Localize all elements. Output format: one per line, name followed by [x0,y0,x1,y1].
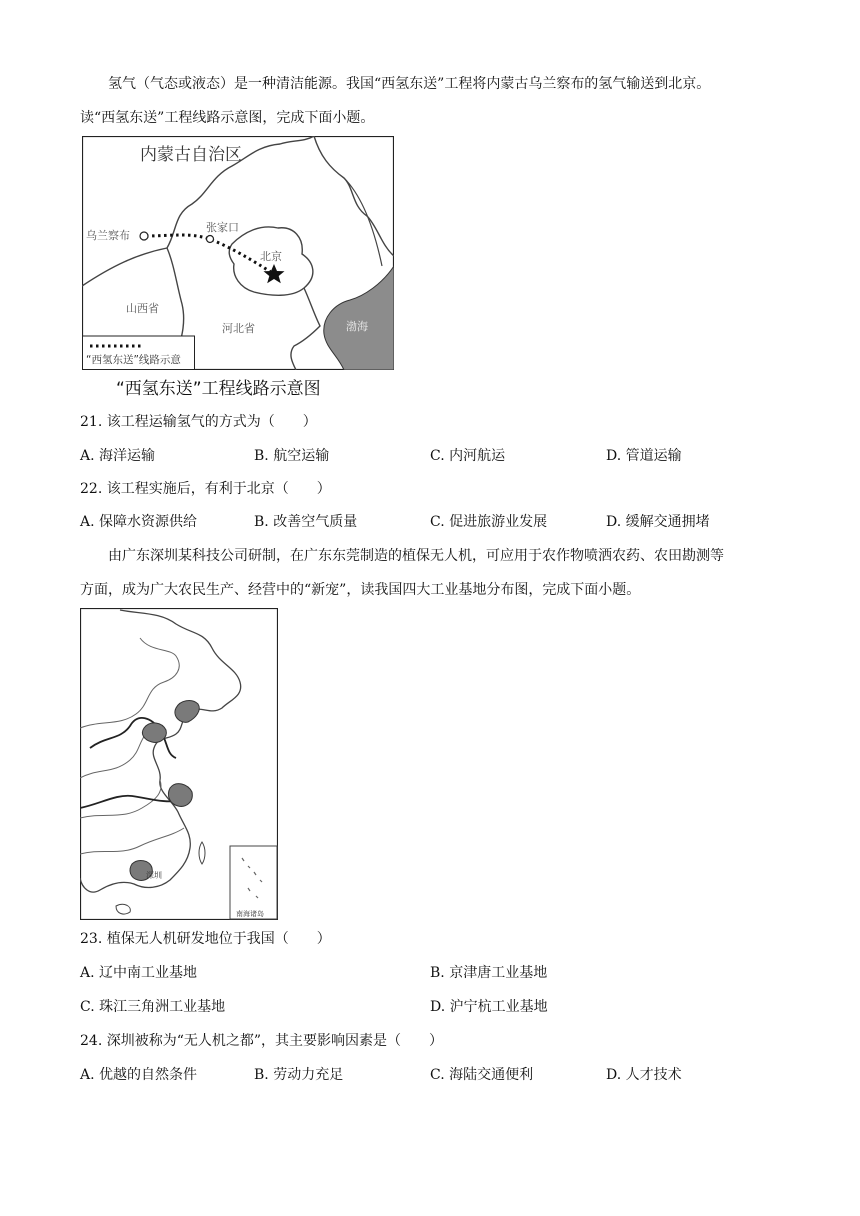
intro-paragraph-1-line-1: 氢气（气态或液态）是一种清洁能源。我国“西氢东送”工程将内蒙古乌兰察布的氢气输送到北京。 [108,76,711,92]
intro-paragraph-2-line-1: 由广东深圳某科技公司研制，在广东东莞制造的植保无人机，可应用于农作物喷洒农药、农田勘测等 [108,548,724,564]
q23-option-b: B. 京津唐工业基地 [430,965,548,981]
legend-route-label: “西氢东送”线路示意 [86,354,181,366]
q22-option-a: A. 保障水资源供给 [80,514,198,530]
island-hainan [116,904,130,914]
q24-option-a: A. 优越的自然条件 [80,1067,198,1083]
label-shanxi: 山西省 [126,302,159,315]
q21-option-b: B. 航空运输 [254,448,330,464]
south-china-sea-inset [230,846,277,919]
q24-option-c: C. 海陆交通便利 [430,1067,534,1083]
q22-option-d: D. 缓解交通拥堵 [606,514,710,530]
q22-option-c: C. 促进旅游业发展 [430,514,548,530]
label-hebei: 河北省 [222,322,255,335]
question-23-stem: 23. 植保无人机研发地位于我国（ ） [80,931,331,947]
intro-paragraph-2-line-2: 方面，成为广大农民生产、经营中的“新宠”，读我国四大工业基地分布图，完成下面小题。 [80,582,641,598]
q23-option-a: A. 辽中南工业基地 [80,965,198,981]
question-22-stem: 22. 该工程实施后，有利于北京（ ） [80,481,331,497]
island-taiwan [199,842,205,864]
q24-option-d: D. 人才技术 [606,1067,682,1083]
q21-option-a: A. 海洋运输 [80,448,156,464]
base-huningHang [168,784,192,807]
zhangjiakou-marker [207,236,214,243]
q22-option-b: B. 改善空气质量 [254,514,358,530]
label-inner-mongolia: 内蒙古自治区 [140,145,242,165]
label-wulanchabu: 乌兰察布 [86,229,130,242]
intro-paragraph-1-line-2: 读“西氢东送”工程线路示意图，完成下面小题。 [80,110,375,126]
label-nanhai-zhudao: 南海诸岛 [236,910,264,918]
label-beijing: 北京 [260,250,282,263]
q23-option-c: C. 珠江三角洲工业基地 [80,999,226,1015]
question-24-stem: 24. 深圳被称为“无人机之都”，其主要影响因素是（ ） [80,1033,444,1049]
map1-caption: “西氢东送”工程线路示意图 [116,379,321,399]
hydrogen-route-map [82,136,394,370]
q23-option-d: D. 沪宁杭工业基地 [430,999,548,1015]
q21-option-c: C. 内河航运 [430,448,506,464]
base-jingjintang [142,723,166,742]
label-shenzhen: 深圳 [146,871,162,880]
wulanchabu-marker [140,232,148,240]
question-21-stem: 21. 该工程运输氢气的方式为（ ） [80,414,317,430]
q24-option-b: B. 劳动力充足 [254,1067,344,1083]
label-bohai: 渤海 [346,320,368,333]
q21-option-d: D. 管道运输 [606,448,682,464]
label-zhangjiakou: 张家口 [206,221,239,234]
industrial-bases-map [80,608,278,920]
